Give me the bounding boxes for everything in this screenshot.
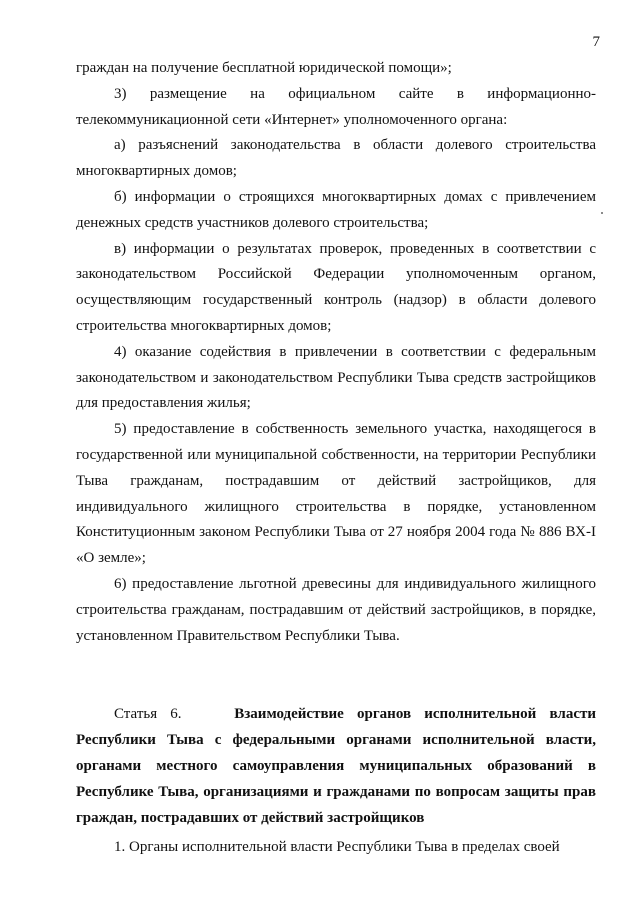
paragraph-item-5: 5) предоставление в собственность земельного участка, находящегося в государственной или муниципальной собственности, на территории Республики Тыва гражданам, пострадавшим от действий застройщиков, для индивидуального жилищного строительства в порядке, установленном Конституционным законом Республики Тыва от 27 ноября 2004 года № 886 ВХ-I «О земле»; <box>76 421 596 567</box>
paragraph-item-3: 3) размещение на официальном сайте в информационно-телекоммуникационной сети «Интернет» уполномоченного органа: <box>76 85 596 128</box>
article-heading <box>76 701 596 831</box>
paragraph-item-3b: б) информации о строящихся многоквартирных домах с привлечением денежных средств участников долевого строительства; <box>76 188 596 231</box>
paragraph-item-3a: а) разъяснений законодательства в области долевого строительства многоквартирных домов; <box>76 137 596 180</box>
section-spacer <box>76 649 596 675</box>
article-label: Статья 6. <box>114 706 182 723</box>
paragraph-continuation: граждан на получение бесплатной юридической помощи»; <box>76 60 452 76</box>
paragraph-item-3v: в) информации о результатах проверок, проведенных в соответствии с законодательством Российской Федерации уполномоченным органом, осуществляющим государственный контроль (надзор) в области долевого строительства многоквартирных домов; <box>76 240 596 334</box>
paragraph-article-6-item-1: 1. Органы исполнительной власти Республики Тыва в пределах своей <box>114 839 560 856</box>
paragraph-item-6: 6) предоставление льготной древесины для индивидуального жилищного строительства гражданам, пострадавшим от действий застройщиков, в порядке, установленном Правительством Республики Тыва. <box>76 575 596 644</box>
article-title: Взаимодействие органов исполнительной власти Республики Тыва с федеральными органами исполнительной власти, органами местного самоуправления муниципальных образований в Республике Тыва, организациями и гражданами по вопросам защиты прав граждан, пострадавших от действий застройщиков <box>76 706 596 827</box>
page-number: 7 <box>592 34 600 50</box>
scan-speck <box>601 212 603 214</box>
section-spacer <box>76 675 596 701</box>
paragraph-item-4: 4) оказание содействия в привлечении в соответствии с федеральным законодательством и законодательством Республики Тыва средств застройщиков для предоставления жилья; <box>76 343 596 412</box>
document-body <box>76 56 596 861</box>
